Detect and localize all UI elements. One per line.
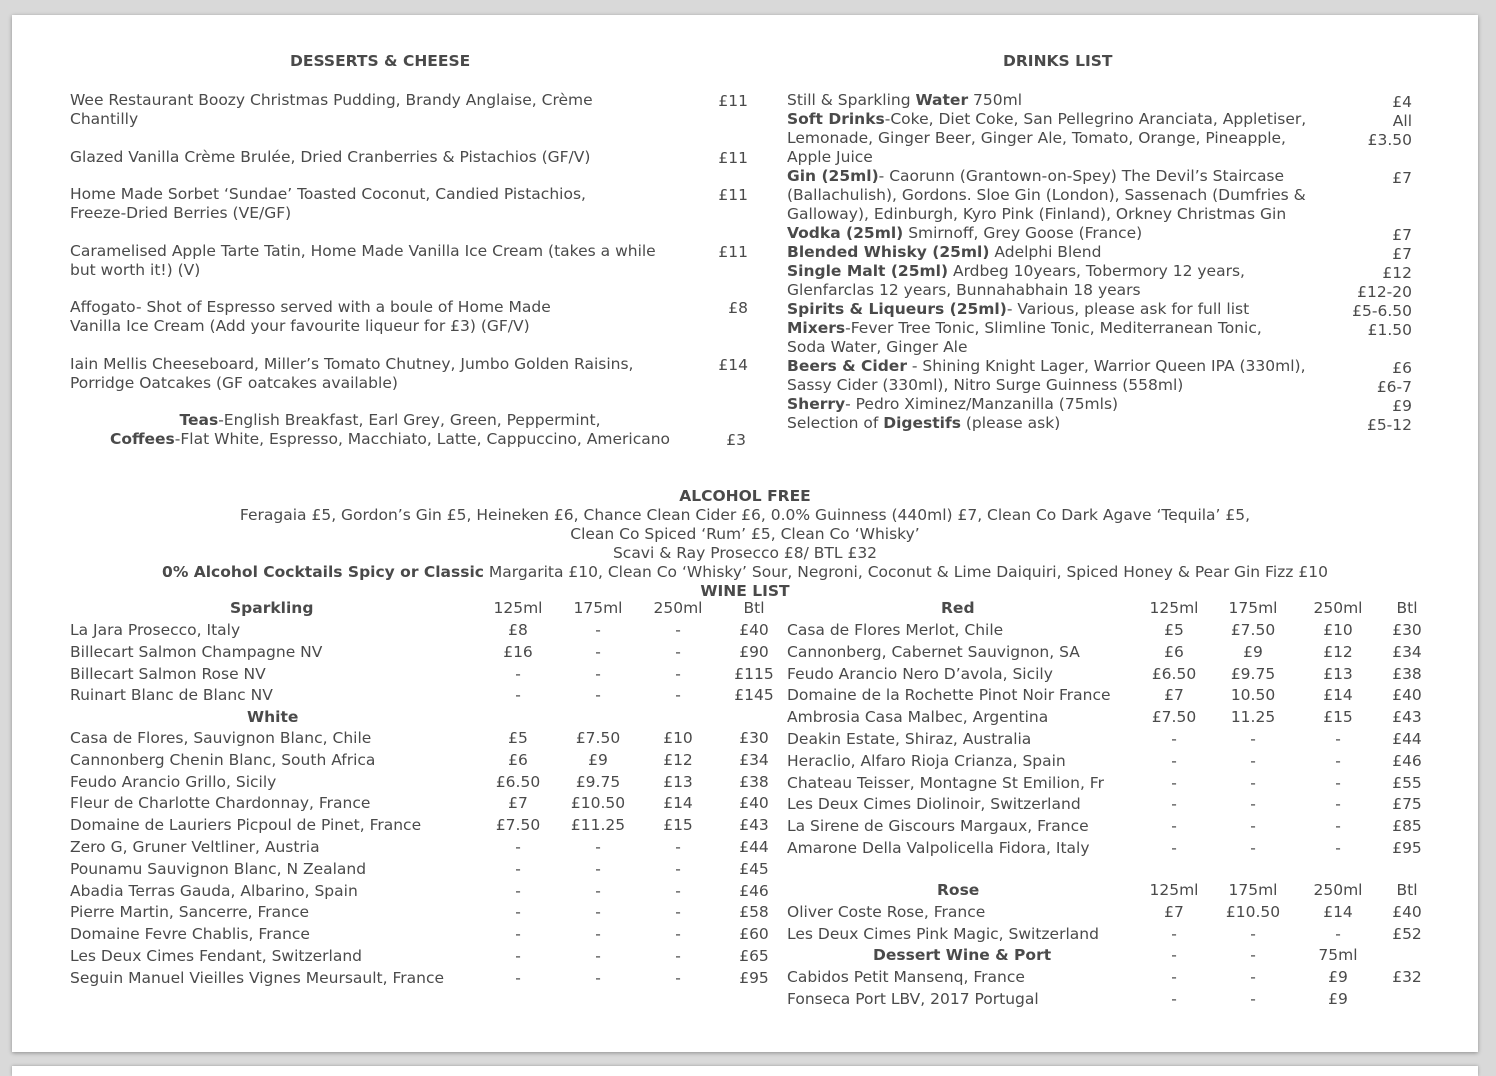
red-wine-price: £14 [1323, 686, 1353, 705]
drink-price: £1.50 [1367, 321, 1412, 339]
red-wine-price: £13 [1323, 664, 1353, 683]
dessert-wine-wine-price: £9 [1328, 968, 1348, 986]
alcohol-free-heading: ALCOHOL FREE [679, 487, 811, 505]
rose-heading: Rose [937, 881, 980, 899]
white-wine-price: - [595, 968, 601, 987]
white-wine-price: - [515, 881, 521, 900]
drinks-text [787, 91, 1306, 433]
rose-wine-price: £52 [1392, 924, 1422, 943]
rose-col-header: 125ml [1149, 881, 1199, 899]
red-wine-price: - [1335, 839, 1341, 857]
white-wine-price: - [515, 925, 521, 944]
white-wine-price: - [675, 903, 681, 922]
dessert-wine-wine-price: - [1171, 968, 1177, 986]
drinks-line: Beers & Cider - Shining Knight Lager, Warrior Queen IPA (330ml), [787, 357, 1306, 375]
drinks-line: Selection of Digestifs (please ask) [787, 414, 1061, 432]
red-col-header: 250ml [1313, 599, 1363, 617]
white-wine-price: £6.50 [495, 772, 541, 791]
drink-price: £7 [1392, 226, 1412, 244]
red-wine-name: Chateau Teisser, Montagne St Emilion, Fr [787, 773, 1104, 792]
sparkling-wine-price: - [595, 621, 601, 639]
sparkling-wine-name: La Jara Prosecco, Italy [70, 621, 241, 639]
red-wine-price: - [1335, 795, 1341, 814]
red-wine-name: Amarone Della Valpolicella Fidora, Italy [787, 839, 1090, 857]
red-wine-price: £9.75 [1230, 664, 1276, 683]
red-wine-price: - [1250, 795, 1256, 814]
sparkling-col-header: 175ml [573, 599, 623, 617]
white-wine-price: - [515, 838, 521, 856]
white-wine-price: £40 [739, 794, 769, 813]
red-wine-price: £55 [1392, 773, 1422, 792]
sparkling-wine-price: - [595, 664, 601, 683]
dessert-price: £11 [718, 243, 748, 261]
white-wine-name: Casa de Flores, Sauvignon Blanc, Chile [70, 729, 372, 747]
drinks-line: Apple Juice [787, 148, 873, 166]
drink-price: £6 [1392, 359, 1412, 377]
alcohol-free-line: 0% Alcohol Cocktails Spicy or Classic Margarita £10, Clean Co ‘Whisky’ Sour, Negroni, Coconut & Lime Daiquiri, Spiced Honey & Pear Gin Fizz £10 [162, 563, 1328, 581]
drinks-line: Mixers-Fever Tree Tonic, Slimline Tonic, Mediterranean Tonic, [787, 319, 1262, 337]
red-wine-price: £44 [1392, 730, 1422, 748]
drinks-line: Sherry- Pedro Ximinez/Manzanilla (75mls) [787, 395, 1119, 413]
red-wine-price: £7.50 [1230, 621, 1276, 639]
dessert-item-text: Wee Restaurant Boozy Christmas Pudding, Brandy Anglaise, Crème [70, 91, 593, 109]
white-wine-price: £30 [739, 729, 769, 747]
drink-price: £7 [1392, 245, 1412, 263]
drinks-line: Vodka (25ml) Smirnoff, Grey Goose (France) [787, 224, 1143, 242]
rose-col-header: Btl [1396, 881, 1418, 899]
white-wine-price: £7.50 [495, 816, 541, 835]
drinks-line: Lemonade, Ginger Beer, Ginger Ale, Tomato, Orange, Pineapple, [787, 129, 1286, 147]
rose-col-header: 175ml [1228, 881, 1278, 899]
rose-wine-price: £10.50 [1225, 903, 1281, 921]
red-wine-price: 11.25 [1230, 708, 1276, 727]
white-wine-price: £43 [739, 816, 769, 835]
teas-text: -English Breakfast, Earl Grey, Green, Peppermint, [218, 411, 601, 429]
sparkling-wine-name: Billecart Salmon Champagne NV [70, 642, 323, 661]
red-wine-name: Feudo Arancio Nero D’avola, Sicily [787, 664, 1053, 683]
red-wine-price: - [1250, 751, 1256, 770]
dessert-wine-wine-price: - [1171, 989, 1177, 1008]
red-wine-price: £85 [1392, 817, 1422, 836]
white-wine-price: £45 [739, 859, 769, 878]
red-wine-price: £7 [1164, 686, 1184, 705]
rose-wine-name: Les Deux Cimes Pink Magic, Switzerland [787, 924, 1099, 943]
red-wine-price: - [1250, 839, 1256, 857]
sparkling-wine-price: - [515, 664, 521, 683]
sparkling-wine-price: £145 [734, 686, 774, 705]
rose-wine-price: £7 [1164, 903, 1184, 921]
sparkling-col-header: 250ml [653, 599, 703, 617]
sparkling-wine-price: £40 [739, 621, 769, 639]
red-wine-price: £7.50 [1151, 708, 1197, 727]
white-wine-price: £7.50 [575, 729, 621, 747]
red-wine-price: - [1250, 817, 1256, 836]
white-wine-name: Les Deux Cimes Fendant, Switzerland [70, 947, 362, 965]
dessert-item-text: Freeze-Dried Berries (VE/GF) [70, 204, 292, 222]
red-wine-name: Casa de Flores Merlot, Chile [787, 621, 1004, 639]
sparkling-col-header: Btl [743, 599, 765, 617]
red-wine-price: - [1171, 839, 1177, 857]
red-wine-name: Les Deux Cimes Diolinoir, Switzerland [787, 795, 1081, 814]
white-wine-price: - [595, 838, 601, 856]
dessert-price: £8 [728, 299, 748, 317]
white-wine-price: - [515, 968, 521, 987]
red-wine-price: £38 [1392, 664, 1422, 683]
white-wine-name: Pounamu Sauvignon Blanc, N Zealand [70, 859, 367, 878]
white-wine-price: - [675, 947, 681, 965]
red-wine-price: £95 [1392, 839, 1422, 857]
drinks-line: Gin (25ml)- Caorunn (Grantown-on-Spey) The Devil’s Staircase [787, 167, 1285, 185]
drink-price: £7 [1392, 169, 1412, 187]
red-wine-name: Deakin Estate, Shiraz, Australia [787, 730, 1032, 748]
next-page-edge [12, 1066, 1478, 1076]
white-wine-price: £34 [739, 750, 769, 769]
rose-wine-price: £40 [1392, 903, 1422, 921]
red-wine-price: - [1335, 751, 1341, 770]
red-wine-price: £46 [1392, 751, 1422, 770]
red-wine-price: - [1171, 795, 1177, 814]
white-wine-price: £95 [739, 968, 769, 987]
drinks-line: (Ballachulish), Gordons. Sloe Gin (London), Sassenach (Dumfries & [787, 186, 1306, 204]
white-heading: White [247, 708, 299, 726]
white-wine-price: - [515, 947, 521, 965]
red-wine-price: - [1335, 773, 1341, 792]
white-wine-name: Cannonberg Chenin Blanc, South Africa [70, 750, 376, 769]
white-wine-price: - [595, 947, 601, 965]
red-col-header: 175ml [1228, 599, 1278, 617]
dessert-item-text: Home Made Sorbet ‘Sundae’ Toasted Coconut, Candied Pistachios, [70, 185, 586, 203]
red-col-header: 125ml [1149, 599, 1199, 617]
drink-price: £3.50 [1367, 131, 1412, 149]
red-wine-price: £43 [1392, 708, 1422, 727]
red-wine-price: - [1171, 773, 1177, 792]
drinks-line: Blended Whisky (25ml) Adelphi Blend [787, 243, 1102, 261]
dessert-wine-wine-price: - [1250, 989, 1256, 1008]
drinks-line: Soda Water, Ginger Ale [787, 338, 968, 356]
dessert-wine-wine-price: £32 [1392, 968, 1422, 986]
drink-price: All [1392, 112, 1412, 130]
white-wine-name: Domaine Fevre Chablis, France [70, 925, 310, 944]
white-wine-price: £13 [663, 772, 693, 791]
dessert-price: £11 [718, 92, 748, 110]
drink-price: £4 [1392, 93, 1412, 111]
sparkling-wine-price: - [675, 664, 681, 683]
sparkling-col-header: 125ml [493, 599, 543, 617]
red-wine-price: - [1335, 817, 1341, 836]
red-wine-price: £12 [1323, 642, 1353, 661]
drinks-line: Sassy Cider (330ml), Nitro Surge Guinness (558ml) [787, 376, 1184, 394]
white-wine-price: - [675, 859, 681, 878]
white-wine-name: Zero G, Gruner Veltliner, Austria [70, 838, 320, 856]
wine-list-heading: WINE LIST [700, 582, 790, 600]
white-wine-price: - [675, 968, 681, 987]
white-wine-price: £12 [663, 750, 693, 769]
drink-price: £5-6.50 [1352, 302, 1412, 320]
drinks-line: Glenfarclas 12 years, Bunnahabhain 18 years [787, 281, 1141, 299]
alcohol-free-line: Clean Co Spiced ‘Rum’ £5, Clean Co ‘Whisky’ [570, 525, 920, 543]
dessert-price: £14 [718, 356, 748, 374]
white-wine-price: - [675, 925, 681, 944]
drinks-line: Galloway), Edinburgh, Kyro Pink (Finland), Orkney Christmas Gin [787, 205, 1287, 223]
white-wine-price: - [675, 838, 681, 856]
dessert-item-text: Vanilla Ice Cream (Add your favourite liqueur for £3) (GF/V) [70, 317, 530, 335]
red-wine-price: £5 [1164, 621, 1184, 639]
white-wine-name: Seguin Manuel Vieilles Vignes Meursault, France [70, 968, 444, 987]
rose-wine-name: Oliver Coste Rose, France [787, 903, 986, 921]
red-heading: Red [941, 599, 975, 617]
red-wine-price: £6 [1164, 642, 1184, 661]
dessert-item-text: Chantilly [70, 110, 139, 128]
red-wine-price: 10.50 [1230, 686, 1276, 705]
drinks-heading: DRINKS LIST [1003, 52, 1113, 70]
dessert-item-text: Caramelised Apple Tarte Tatin, Home Made Vanilla Ice Cream (takes a while [70, 242, 656, 260]
white-wine-price: - [675, 881, 681, 900]
drink-price: £12-20 [1357, 283, 1412, 301]
white-wine-price: £46 [739, 881, 769, 900]
red-wine-price: £6.50 [1151, 664, 1197, 683]
white-wine-price: £44 [739, 838, 769, 856]
white-wine-price: - [595, 903, 601, 922]
white-wine-price: £7 [508, 794, 528, 813]
red-wine-name: Domaine de la Rochette Pinot Noir France [787, 686, 1111, 705]
teas-coffees [70, 411, 710, 449]
desserts-heading: DESSERTS & CHEESE [290, 52, 471, 70]
red-wine-price: - [1250, 773, 1256, 792]
white-wine-price: - [515, 903, 521, 922]
dessert-wine-wine-price: - [1250, 968, 1256, 986]
white-wine-price: £10.50 [570, 794, 626, 813]
rose-wine-price: - [1171, 924, 1177, 943]
white-wine-name: Fleur de Charlotte Chardonnay, France [70, 794, 371, 813]
white-wine-price: - [595, 881, 601, 900]
white-wine-price: £5 [508, 729, 528, 747]
dessert-wine-wine-price: £9 [1328, 989, 1348, 1008]
red-wine-price: £75 [1392, 795, 1422, 814]
white-wine-name: Pierre Martin, Sancerre, France [70, 903, 310, 922]
white-wine-name: Domaine de Lauriers Picpoul de Pinet, France [70, 816, 422, 835]
white-wine-price: - [595, 859, 601, 878]
sparkling-wine-price: - [515, 686, 521, 705]
alcohol-free-line: Scavi & Ray Prosecco £8/ BTL £32 [612, 544, 878, 562]
dessert-price: £11 [718, 149, 748, 167]
sparkling-wine-name: Ruinart Blanc de Blanc NV [70, 686, 273, 705]
drinks-line: Soft Drinks-Coke, Diet Coke, San Pellegrino Aranciata, Appletiser, [787, 110, 1307, 128]
red-wine-price: £34 [1392, 642, 1422, 661]
drink-price: £5-12 [1366, 416, 1412, 434]
teas-label: Teas [179, 411, 219, 429]
red-wine-price: - [1171, 751, 1177, 770]
dessert-item-text: Iain Mellis Cheeseboard, Miller’s Tomato Chutney, Jumbo Golden Raisins, [70, 355, 634, 373]
white-wine-price: - [515, 859, 521, 878]
dessert-wine-wine-name: Fonseca Port LBV, 2017 Portugal [787, 989, 1039, 1008]
sparkling-heading: Sparkling [230, 599, 314, 617]
dessert-item-text: Porridge Oatcakes (GF oatcakes available) [70, 374, 398, 392]
sparkling-wine-price: £90 [739, 642, 769, 661]
sparkling-wine-price: - [595, 642, 601, 661]
alcohol-free-line: Feragaia £5, Gordon’s Gin £5, Heineken £6, Chance Clean Cider £6, 0.0% Guinness (440ml) £7, Clean Co Dark Agave ‘Tequila’ £5, [239, 506, 1251, 524]
red-wine-price: - [1250, 730, 1256, 748]
white-wine-price: £10 [663, 729, 693, 747]
white-wine-name: Abadia Terras Gauda, Albarino, Spain [70, 881, 358, 900]
sparkling-wine-price: £8 [508, 621, 528, 639]
red-wine-name: Heraclio, Alfaro Rioja Crianza, Spain [787, 751, 1066, 770]
dessert-item-text: but worth it!) (V) [70, 261, 201, 279]
white-wine-price: £60 [739, 925, 769, 944]
dessert-wine-wine-name: Cabidos Petit Mansenq, France [787, 968, 1025, 986]
dessert-item-text: Glazed Vanilla Crème Brulée, Dried Cranberries & Pistachios (GF/V) [70, 148, 591, 166]
sparkling-wine-price: - [675, 686, 681, 705]
white-wine-price: £58 [739, 903, 769, 922]
sparkling-wine-price: £16 [503, 642, 533, 661]
red-wine-price: £40 [1392, 686, 1422, 705]
drinks-line: Single Malt (25ml) Ardbeg 10years, Tobermory 12 years, [787, 262, 1245, 280]
drink-price: £6-7 [1376, 378, 1412, 396]
rose-wine-price: - [1250, 924, 1256, 943]
red-wine-price: - [1171, 730, 1177, 748]
alcohol-free [12, 487, 1478, 601]
red-wine-name: La Sirene de Giscours Margaux, France [787, 817, 1089, 836]
white-wine-price: £65 [739, 947, 769, 965]
rose-col-header: 250ml [1313, 881, 1363, 899]
dessert-wine-heading: Dessert Wine & Port [873, 946, 1052, 964]
red-wine-price: £10 [1323, 621, 1353, 639]
sparkling-wine-price: £115 [734, 664, 774, 683]
white-wine-price: £11.25 [570, 816, 626, 835]
drinks-line: Still & Sparkling Water 750ml [787, 91, 1023, 109]
rose-wine-price: £14 [1323, 903, 1353, 921]
coffees-text: -Flat White, Espresso, Macchiato, Latte, Cappuccino, Americano [174, 430, 671, 448]
white-wine-price: £14 [663, 794, 693, 813]
sparkling-wine-price: - [675, 621, 681, 639]
rose-wine-price: - [1335, 924, 1341, 943]
teas-price: £3 [726, 431, 746, 449]
coffees-label: Coffees [109, 430, 175, 448]
dessert-wine-col-header: - [1250, 946, 1256, 964]
dessert-price: £11 [718, 186, 748, 204]
white-wine-price: £6 [508, 750, 528, 769]
red-wine-price: £15 [1323, 708, 1353, 727]
red-wine-price: - [1171, 817, 1177, 836]
sparkling-wine-price: - [595, 686, 601, 705]
red-wine-price: £9 [1243, 642, 1263, 661]
red-wine-price: £30 [1392, 621, 1422, 639]
white-wine-price: £9.75 [575, 772, 621, 791]
dessert-wine-col-header: - [1171, 946, 1177, 964]
red-wine-name: Ambrosia Casa Malbec, Argentina [787, 708, 1049, 727]
white-wine-name: Feudo Arancio Grillo, Sicily [70, 772, 277, 791]
drinks-line: Spirits & Liqueurs (25ml)- Various, please ask for full list [787, 300, 1250, 318]
white-wine-price: £38 [739, 772, 769, 791]
sparkling-wine-name: Billecart Salmon Rose NV [70, 664, 266, 683]
red-wine-price: - [1335, 730, 1341, 748]
dessert-item-text: Affogato- Shot of Espresso served with a boule of Home Made [70, 298, 551, 316]
white-wine-price: £9 [588, 750, 608, 769]
drink-price: £12 [1382, 264, 1412, 282]
sparkling-wine-price: - [675, 642, 681, 661]
white-wine-price: - [595, 925, 601, 944]
dessert-wine-col-header: 75ml [1318, 946, 1358, 964]
menu-page [12, 15, 1478, 1052]
white-wine-price: £15 [663, 816, 693, 835]
red-wine-name: Cannonberg, Cabernet Sauvignon, SA [787, 642, 1080, 661]
red-col-header: Btl [1396, 599, 1418, 617]
drink-price: £9 [1392, 397, 1412, 415]
